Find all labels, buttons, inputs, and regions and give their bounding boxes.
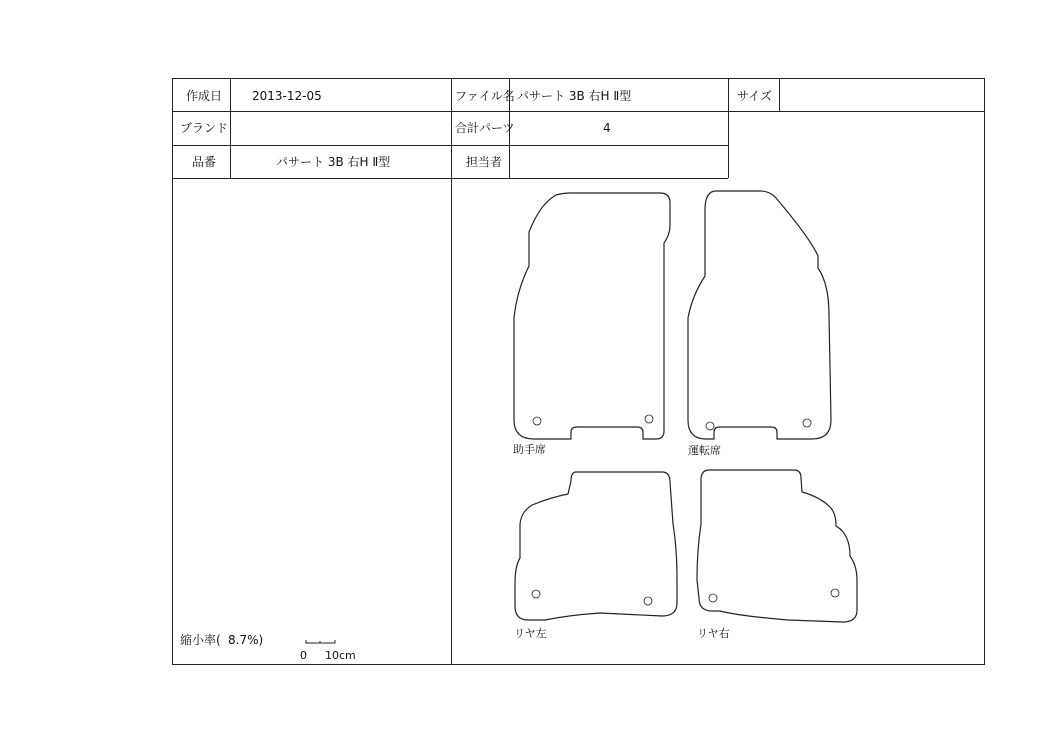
mat-rear-right <box>697 470 857 622</box>
part-label-rear-right: リヤ右 <box>697 627 730 640</box>
frame-top <box>172 78 985 79</box>
frame-bottom <box>172 664 985 665</box>
frame-left <box>172 78 173 665</box>
person-label: 担当者 <box>466 155 503 169</box>
col-line-label-left <box>230 78 231 178</box>
parts-label: 合計パーツ <box>455 121 515 135</box>
row-line-2-right <box>451 145 728 146</box>
row-line-1-right <box>451 111 984 112</box>
frame-right <box>984 78 985 665</box>
product-label: 品番 <box>192 155 217 169</box>
brand-label: ブランド <box>180 121 229 135</box>
file-label: ファイル名 <box>455 89 515 103</box>
parts-value: 4 <box>603 121 611 135</box>
scale-bar <box>306 640 335 643</box>
date-value: 2013-12-05 <box>252 89 322 103</box>
file-value: パサート 3B 右H Ⅱ型 <box>517 89 632 103</box>
row-line-1-left <box>172 111 451 112</box>
scale-bar-end: 10cm <box>325 649 356 662</box>
scale-label: 縮小率( <box>180 633 221 647</box>
scale-value: 8.7%) <box>228 633 264 647</box>
scale-bar-start: 0 <box>300 649 307 662</box>
col-line-middle <box>451 78 452 665</box>
row-line-3-left <box>172 178 451 179</box>
col-line-size-left <box>728 78 729 178</box>
part-label-driver: 運転席 <box>688 444 721 457</box>
mat-rear-left <box>515 472 677 620</box>
mat-front-passenger <box>514 193 670 439</box>
product-value: パサート 3B 右H Ⅱ型 <box>276 155 391 169</box>
part-label-front-passenger: 助手席 <box>513 443 546 456</box>
date-label: 作成日 <box>186 89 223 103</box>
col-line-size-right <box>779 78 780 111</box>
row-line-2-left <box>172 145 451 146</box>
row-line-3-right <box>451 178 728 179</box>
part-label-rear-left: リヤ左 <box>514 627 547 640</box>
size-label: サイズ <box>737 89 773 103</box>
mat-driver <box>688 191 831 439</box>
